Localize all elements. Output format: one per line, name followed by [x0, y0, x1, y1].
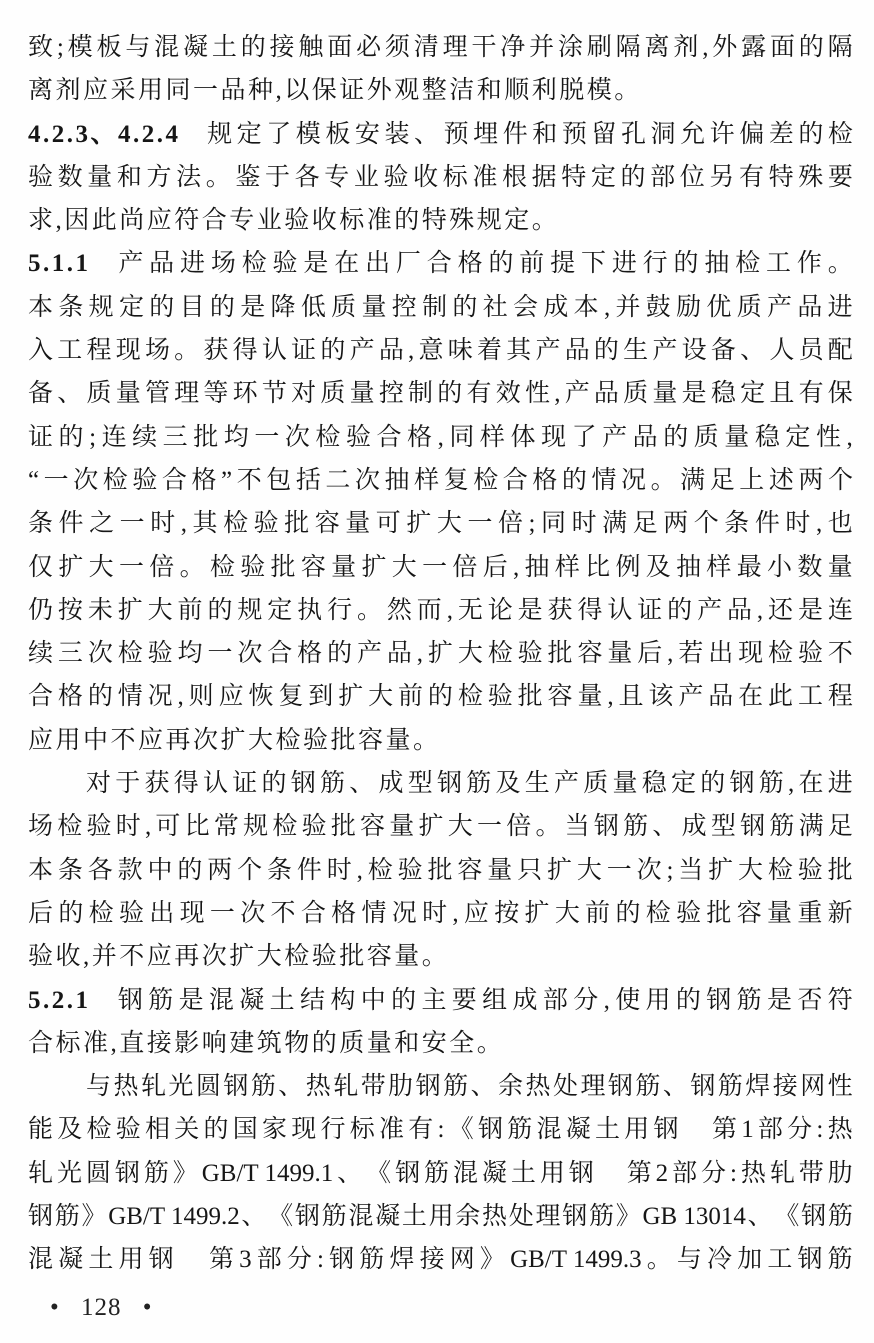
text-line: 5.1.1 产 品 进 场 检 验 是 在 出 厂 合 格 的 前 提 下 进 行 的 抽 检 工 作 。: [28, 242, 853, 285]
text-line: 验 数 量 和 方 法 。 鉴 于 各 专 业 验 收 标 准 根 据 特 定 的 部 位 另 有 特 殊 要: [28, 163, 853, 191]
text-line: 入 工 程 现 场 。 获 得 认 证 的 产 品 , 意 味 着 其 产 品 的 生 产 设 备 、 人 员 配: [28, 337, 853, 365]
text-line: 钢 筋 》 GB/T 1499.2 、 《 钢 筋 混 凝 土 用 余 热 处 理 钢 筋 》 GB 13014 、 《 钢 筋: [28, 1203, 853, 1231]
text-line: 能 及 检 验 相 关 的 国 家 现 行 标 准 有 : 《 钢 筋 混 凝 土 用 钢 第 1 部 分 : 热: [28, 1116, 853, 1144]
text-line: 混 凝 土 用 钢 第 3 部 分 : 钢 筋 焊 接 网 》 GB/T 1499.3 。 与 冷 加 工 钢 筋: [28, 1246, 853, 1274]
text-line: 本 条 规 定 的 目 的 是 降 低 质 量 控 制 的 社 会 成 本 , 并 鼓 励 优 质 产 品 进: [28, 293, 853, 321]
text-line: 验收,并不应再次扩大检验批容量。: [28, 943, 450, 971]
text-line: 对 于 获 得 认 证 的 钢 筋 、 成 型 钢 筋 及 生 产 质 量 稳 定 的 钢 筋 , 在 进: [86, 770, 853, 798]
text-line: 轧 光 圆 钢 筋 》 GB/T 1499.1 、 《 钢 筋 混 凝 土 用 钢 第 2 部 分 : 热 轧 带 肋: [28, 1159, 853, 1187]
text-line: 本 条 各 款 中 的 两 个 条 件 时 , 检 验 批 容 量 只 扩 大 一 次 ; 当 扩 大 检 验 批: [28, 856, 853, 884]
text-line: 备 、 质 量 管 理 等 环 节 对 质 量 控 制 的 有 效 性 , 产 品 质 量 是 稳 定 且 有 保: [28, 380, 853, 408]
document-lines: [28, 26, 853, 1282]
text-line: 5.2.1 钢 筋 是 混 凝 土 结 构 中 的 主 要 组 成 部 分 , 使 用 的 钢 筋 是 否 符: [28, 979, 853, 1022]
text-line: 仍 按 未 扩 大 前 的 规 定 执 行 。 然 而 , 无 论 是 获 得 认 证 的 产 品 , 还 是 连: [28, 596, 853, 624]
text-line: “ 一 次 检 验 合 格 ” 不 包 括 二 次 抽 样 复 检 合 格 的 情 况 。 满 足 上 述 两 个: [28, 466, 853, 494]
text-line: 4.2.3、4.2.4 规 定 了 模 板 安 装 、 预 埋 件 和 预 留 孔 洞 允 许 偏 差 的 检: [28, 113, 853, 156]
text-line: 后 的 检 验 出 现 一 次 不 合 格 情 况 时 , 应 按 扩 大 前 的 检 验 批 容 量 重 新: [28, 899, 853, 927]
text-line: 合 格 的 情 况 , 则 应 恢 复 到 扩 大 前 的 检 验 批 容 量 , 且 该 产 品 在 此 工 程: [28, 683, 853, 711]
text-line: 与 热 轧 光 圆 钢 筋 、 热 轧 带 肋 钢 筋 、 余 热 处 理 钢 筋 、 钢 筋 焊 接 网 性: [86, 1073, 853, 1101]
text-line: 续 三 次 检 验 均 一 次 合 格 的 产 品 , 扩 大 检 验 批 容 量 后 , 若 出 现 检 验 不: [28, 640, 853, 668]
text-line: 条 件 之 一 时 , 其 检 验 批 容 量 可 扩 大 一 倍 ; 同 时 满 足 两 个 条 件 时 , 也: [28, 510, 853, 538]
section-number: 5.1.1: [28, 250, 91, 278]
text-line: 求,因此尚应符合专业验收标准的特殊规定。: [28, 207, 560, 235]
section-number: 4.2.3、4.2.4: [28, 120, 181, 148]
text-line: 合标准,直接影响建筑物的质量和安全。: [28, 1029, 505, 1057]
text-line: 证 的 ; 连 续 三 批 均 一 次 检 验 合 格 , 同 样 体 现 了 产 品 的 质 量 稳 定 性 ,: [28, 423, 853, 451]
page-number: • 128 •: [50, 1293, 153, 1321]
section-number: 5.2.1: [28, 986, 91, 1014]
text-line: 应用中不应再次扩大检验批容量。: [28, 726, 441, 754]
text-line: 致 ; 模 板 与 混 凝 土 的 接 触 面 必 须 清 理 干 净 并 涂 刷 隔 离 剂 , 外 露 面 的 隔: [28, 34, 853, 61]
text-line: 离剂应采用同一品种,以保证外观整洁和顺利脱模。: [28, 77, 642, 105]
text-line: 仅 扩 大 一 倍 。 检 验 批 容 量 扩 大 一 倍 后 , 抽 样 比 例 及 抽 样 最 小 数 量: [28, 553, 853, 581]
text-line: 场 检 验 时 , 可 比 常 规 检 验 批 容 量 扩 大 一 倍 。 当 钢 筋 、 成 型 钢 筋 满 足: [28, 813, 853, 841]
